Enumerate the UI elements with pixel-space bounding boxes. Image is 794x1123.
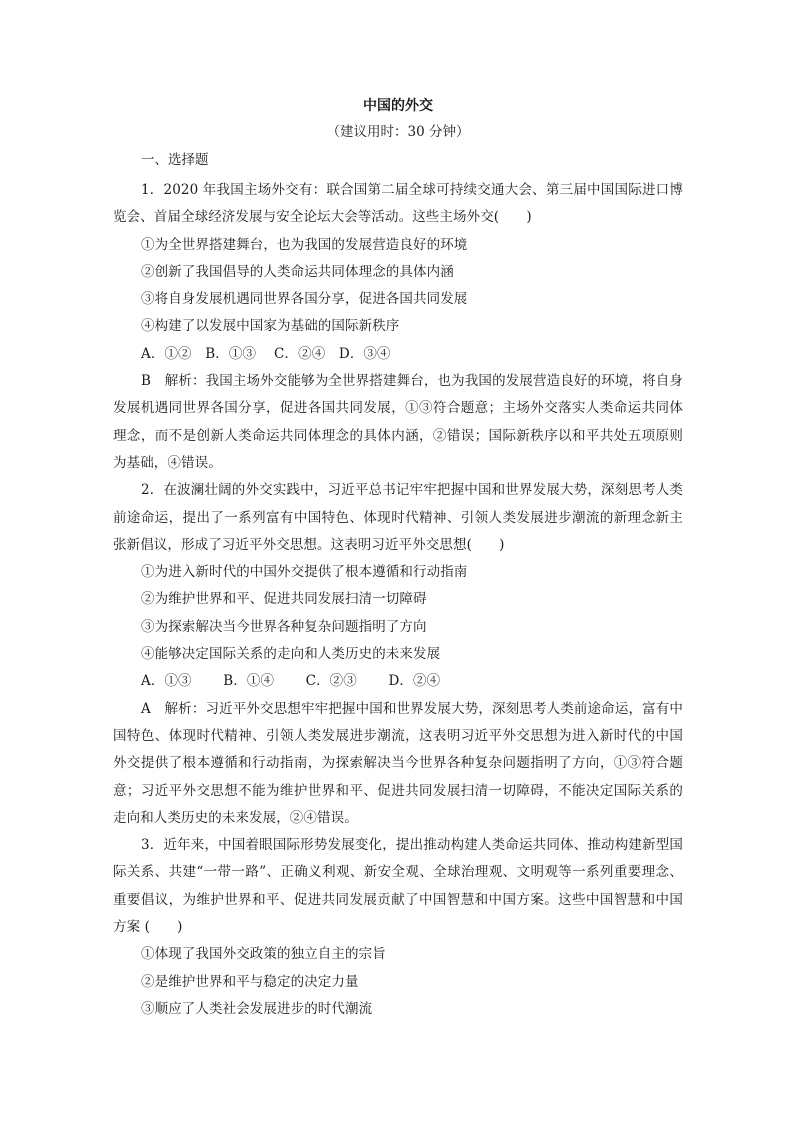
- answer-choices: A．①② B．①③ C．②④ D．③④: [141, 345, 391, 362]
- analysis-paragraph: A 解析：习近平外交思想牢牢把握中国和世界发展大势，深刻思考人类前途命运，富有中国特色、体现时代精神、引领人类发展进步潮流，这表明习近平外交思想为进入新时代的中国外交提供了根本遵循和行动指南，为探索解决当今世界各种复杂问题指明了方向，①③符合题意；习近平外交思想不能为维护世界和平、促进共同发展扫清一切障碍，不能决定国际关系的走向和人类历史的未来发展，②④错误。: [113, 700, 683, 826]
- question-3: [113, 832, 683, 1023]
- question-stem: 2．在波澜壮阔的外交实践中，习近平总书记牢牢把握中国和世界发展大势，深刻思考人类前途命运，提出了一系列富有中国特色、体现时代精神、引领人类发展进步潮流的新理念新主张新倡议，形成了习近平外交思想。这表明习近平外交思想( ): [113, 482, 683, 553]
- question-2: [113, 477, 683, 832]
- question-1: [113, 177, 683, 477]
- option-item: ①为全世界搭建舞台，也为我国的发展营造良好的环境: [141, 236, 468, 253]
- document-subtitle: （建议用时：30 分钟）: [326, 124, 470, 140]
- option-item: ②为维护世界和平、促进共同发展扫清一切障碍: [141, 591, 427, 608]
- document-title: 中国的外交: [363, 98, 433, 114]
- analysis-paragraph: B 解析：我国主场外交能够为全世界搭建舞台，也为我国的发展营造良好的环境，将自身发展机遇同世界各国分享，促进各国共同发展，①③符合题意；主场外交落实人类命运共同体理念，而不是创新人类命运共同体理念的具体内涵，②错误；国际新秩序以和平共处五项原则为基础，④错误。: [113, 373, 683, 471]
- section-heading: 一、选择题: [141, 152, 209, 168]
- option-item: ④构建了以发展中国家为基础的国际新秩序: [141, 318, 400, 335]
- option-item: ③为探索解决当今世界各种复杂问题指明了方向: [141, 618, 427, 635]
- option-item: ④能够决定国际关系的走向和人类历史的未来发展: [141, 646, 441, 663]
- option-item: ③顺应了人类社会发展进步的时代潮流: [141, 1000, 373, 1017]
- option-item: ①体现了我国外交政策的独立自主的宗旨: [141, 946, 386, 963]
- option-item: ②是维护世界和平与稳定的决定力量: [141, 973, 359, 990]
- question-stem: 1．2020 年我国主场外交有：联合国第二届全球可持续交通大会、第三届中国国际进口博览会、首届全球经济发展与安全论坛大会等活动。这些主场外交( ): [113, 182, 683, 226]
- answer-choices: A．①③ B．①④ C．②③ D．②④: [141, 673, 441, 690]
- document-page: [113, 96, 683, 1023]
- option-item: ②创新了我国倡导的人类命运共同体理念的具体内涵: [141, 263, 454, 280]
- option-item: ①为进入新时代的中国外交提供了根本遵循和行动指南: [141, 564, 468, 581]
- question-stem: 3．近年来，中国着眼国际形势发展变化，提出推动构建人类命运共同体、推动构建新型国际关系、共建“一带一路”、正确义利观、新安全观、全球治理观、文明观等一系列重要理念、重要倡议，为维护世界和平、促进共同发展贡献了中国智慧和中国方案。这些中国智慧和中国方案 ( ): [113, 837, 683, 936]
- option-item: ③将自身发展机遇同世界各国分享，促进各国共同发展: [141, 291, 468, 308]
